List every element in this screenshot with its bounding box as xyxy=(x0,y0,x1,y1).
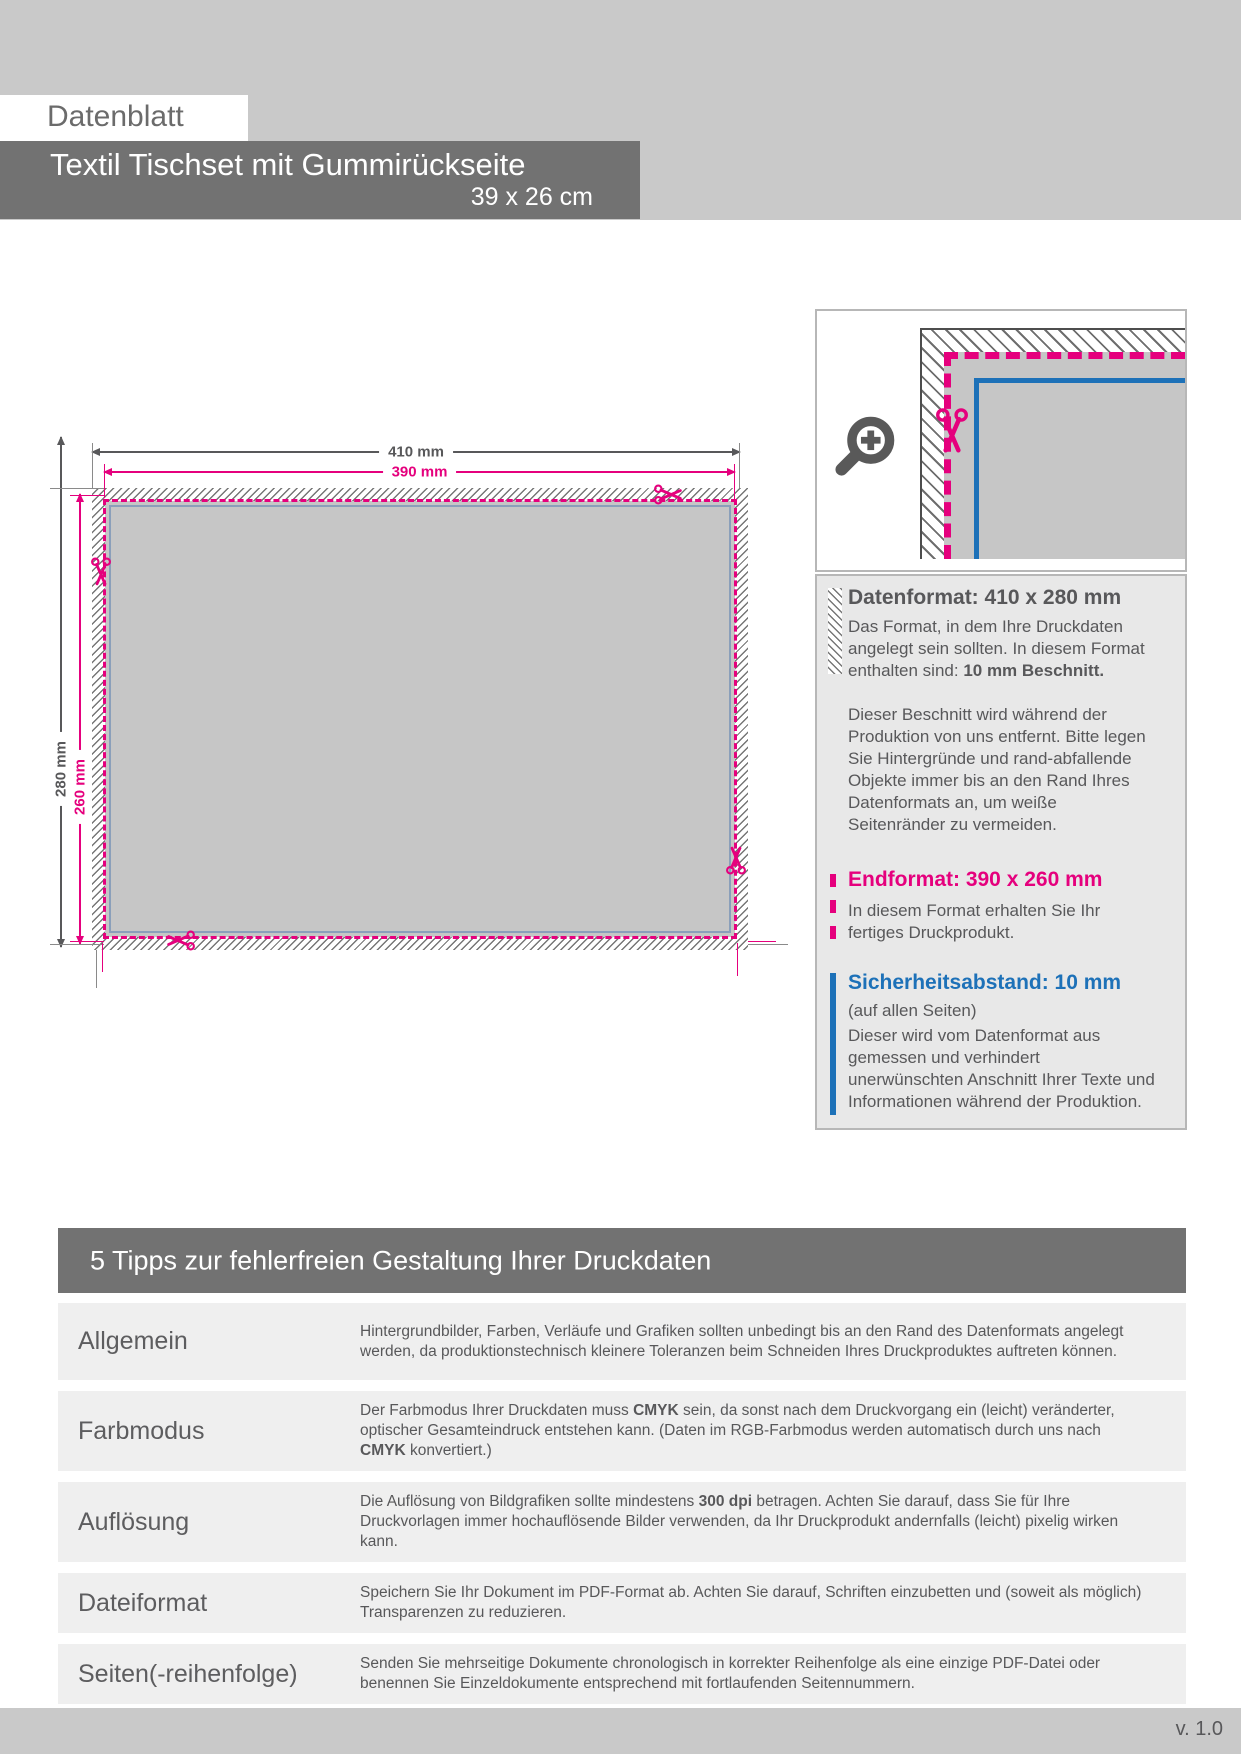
format-info-panel xyxy=(815,574,1187,1130)
bleed-hatch-icon xyxy=(828,588,842,674)
tip-row-seitenreihenfolge xyxy=(58,1644,1186,1704)
tip-text: Der Farbmodus Ihrer Druckdaten muss CMYK sein, da sonst nach dem Druckvorgang ein (leicht) veränderter, optischer Gesamteindruck entstehen kann. (Daten im RGB-Farbmodus werden automatisch durch uns nach CMYK konvertiert.) xyxy=(360,1402,1115,1459)
tip-row-aufloesung xyxy=(58,1482,1186,1562)
magnifier-plus-icon xyxy=(835,413,899,477)
footer-band xyxy=(0,1708,1241,1754)
endformat-text: In diesem Format erhalten Sie Ihr fertiges Druckprodukt. xyxy=(848,901,1101,942)
dimension-label-260: 260 mm xyxy=(72,750,89,824)
datenformat-heading: Datenformat: 410 x 280 mm xyxy=(848,586,1122,609)
extension-line xyxy=(739,443,740,488)
tips-title: 5 Tipps zur fehlerfreien Gestaltung Ihrer Druckdaten xyxy=(90,1245,712,1275)
title-banner xyxy=(0,141,640,219)
dimension-label-280: 280 mm xyxy=(53,732,70,806)
product-size: 39 x 26 cm xyxy=(470,183,593,211)
extension-line xyxy=(748,941,776,942)
cut-line-icon xyxy=(830,874,836,944)
extension-line xyxy=(734,464,735,502)
sicherheitsabstand-subheading: (auf allen Seiten) xyxy=(848,1001,977,1020)
zoom-safety-line xyxy=(974,378,1185,559)
extension-line xyxy=(50,488,104,489)
tip-text: Hintergrundbilder, Farben, Verläufe und Grafiken sollten unbedingt bis an den Rand des Datenformats angelegt werden, da produktionstechnisch kleinere Toleranzen beim Schneiden Ihres Druckproduktes auftreten können. xyxy=(360,1322,1124,1360)
tip-row-farbmodus xyxy=(58,1391,1186,1471)
tip-label: Farbmodus xyxy=(78,1416,205,1445)
doc-label-box xyxy=(0,95,248,141)
tips-list xyxy=(58,1303,1186,1715)
tip-row-allgemein xyxy=(58,1303,1186,1380)
extension-line xyxy=(70,495,104,496)
extension-line xyxy=(737,943,738,976)
safety-bar-icon xyxy=(830,973,836,1115)
doc-label: Datenblatt xyxy=(47,100,184,133)
extension-line xyxy=(102,943,103,972)
endformat-heading: Endformat: 390 x 260 mm xyxy=(848,868,1103,891)
datenformat-text: Das Format, in dem Ihre Druckdaten angelegt sein sollten. In diesem Format enthalten sind: 10 mm Beschnitt. xyxy=(848,617,1145,680)
scissors-icon xyxy=(725,846,748,876)
tip-label: Seiten(-reihenfolge) xyxy=(78,1659,298,1688)
tip-label: Auflösung xyxy=(78,1507,190,1536)
extension-line xyxy=(748,944,788,945)
product-title: Textil Tischset mit Gummirückseite xyxy=(50,147,526,182)
tip-row-dateiformat xyxy=(58,1573,1186,1633)
datenformat-paragraph2: Dieser Beschnitt wird während der Produktion von uns entfernt. Bitte legen Sie Hintergründe und rand-abfallende Objekte immer bis an den Rand Ihres Datenformats an, um weiße Seitenränder zu vermeiden. xyxy=(848,705,1146,834)
diagram-bleed-area xyxy=(92,488,748,950)
zoom-detail-box xyxy=(815,309,1187,572)
arrow-up-icon xyxy=(57,436,65,445)
extension-line xyxy=(70,941,104,942)
sicherheitsabstand-text: Dieser wird vom Datenformat aus gemessen und verhindert unerwünschten Anschnitt Ihrer Texte und Informationen während der Produktion. xyxy=(848,1026,1155,1111)
tip-label: Dateiformat xyxy=(78,1588,208,1617)
extension-line xyxy=(92,443,93,488)
tip-text: Senden Sie mehrseitige Dokumente chronologisch in korrekter Reihenfolge als eine einzige PDF-Datei oder benennen Sie Einzeldokumente entsprechend mit fortlaufenden Seitennummern. xyxy=(360,1655,1101,1692)
tips-banner xyxy=(58,1228,1186,1293)
tip-text: Speichern Sie Ihr Dokument im PDF-Format ab. Achten Sie darauf, Schriften einzubetten und (soweit als möglich) Transparenzen zu reduzieren. xyxy=(360,1584,1142,1621)
tip-label: Allgemein xyxy=(78,1327,188,1355)
version-label: v. 1.0 xyxy=(1175,1718,1223,1740)
extension-line xyxy=(96,950,97,988)
extension-line xyxy=(50,944,104,945)
scissors-icon xyxy=(90,557,113,587)
extension-line xyxy=(104,464,105,498)
zoom-corner-graphic xyxy=(920,328,1185,559)
diagram-safety-line xyxy=(109,505,731,933)
scissors-icon xyxy=(653,483,683,506)
dimension-label-410: 410 mm xyxy=(379,444,453,461)
sicherheitsabstand-heading: Sicherheitsabstand: 10 mm xyxy=(848,971,1122,994)
scissors-icon xyxy=(934,407,971,455)
dimension-label-390: 390 mm xyxy=(383,464,457,481)
tip-text: Die Auflösung von Bildgrafiken sollte mindestens 300 dpi betragen. Achten Sie darauf, dass Sie für Ihre Druckvorlagen immer hochauflösende Bilder verwenden, da Ihr Druckprodukt andernfalls (leicht) pixelig wirken kann. xyxy=(360,1493,1119,1550)
scissors-icon xyxy=(166,929,196,952)
